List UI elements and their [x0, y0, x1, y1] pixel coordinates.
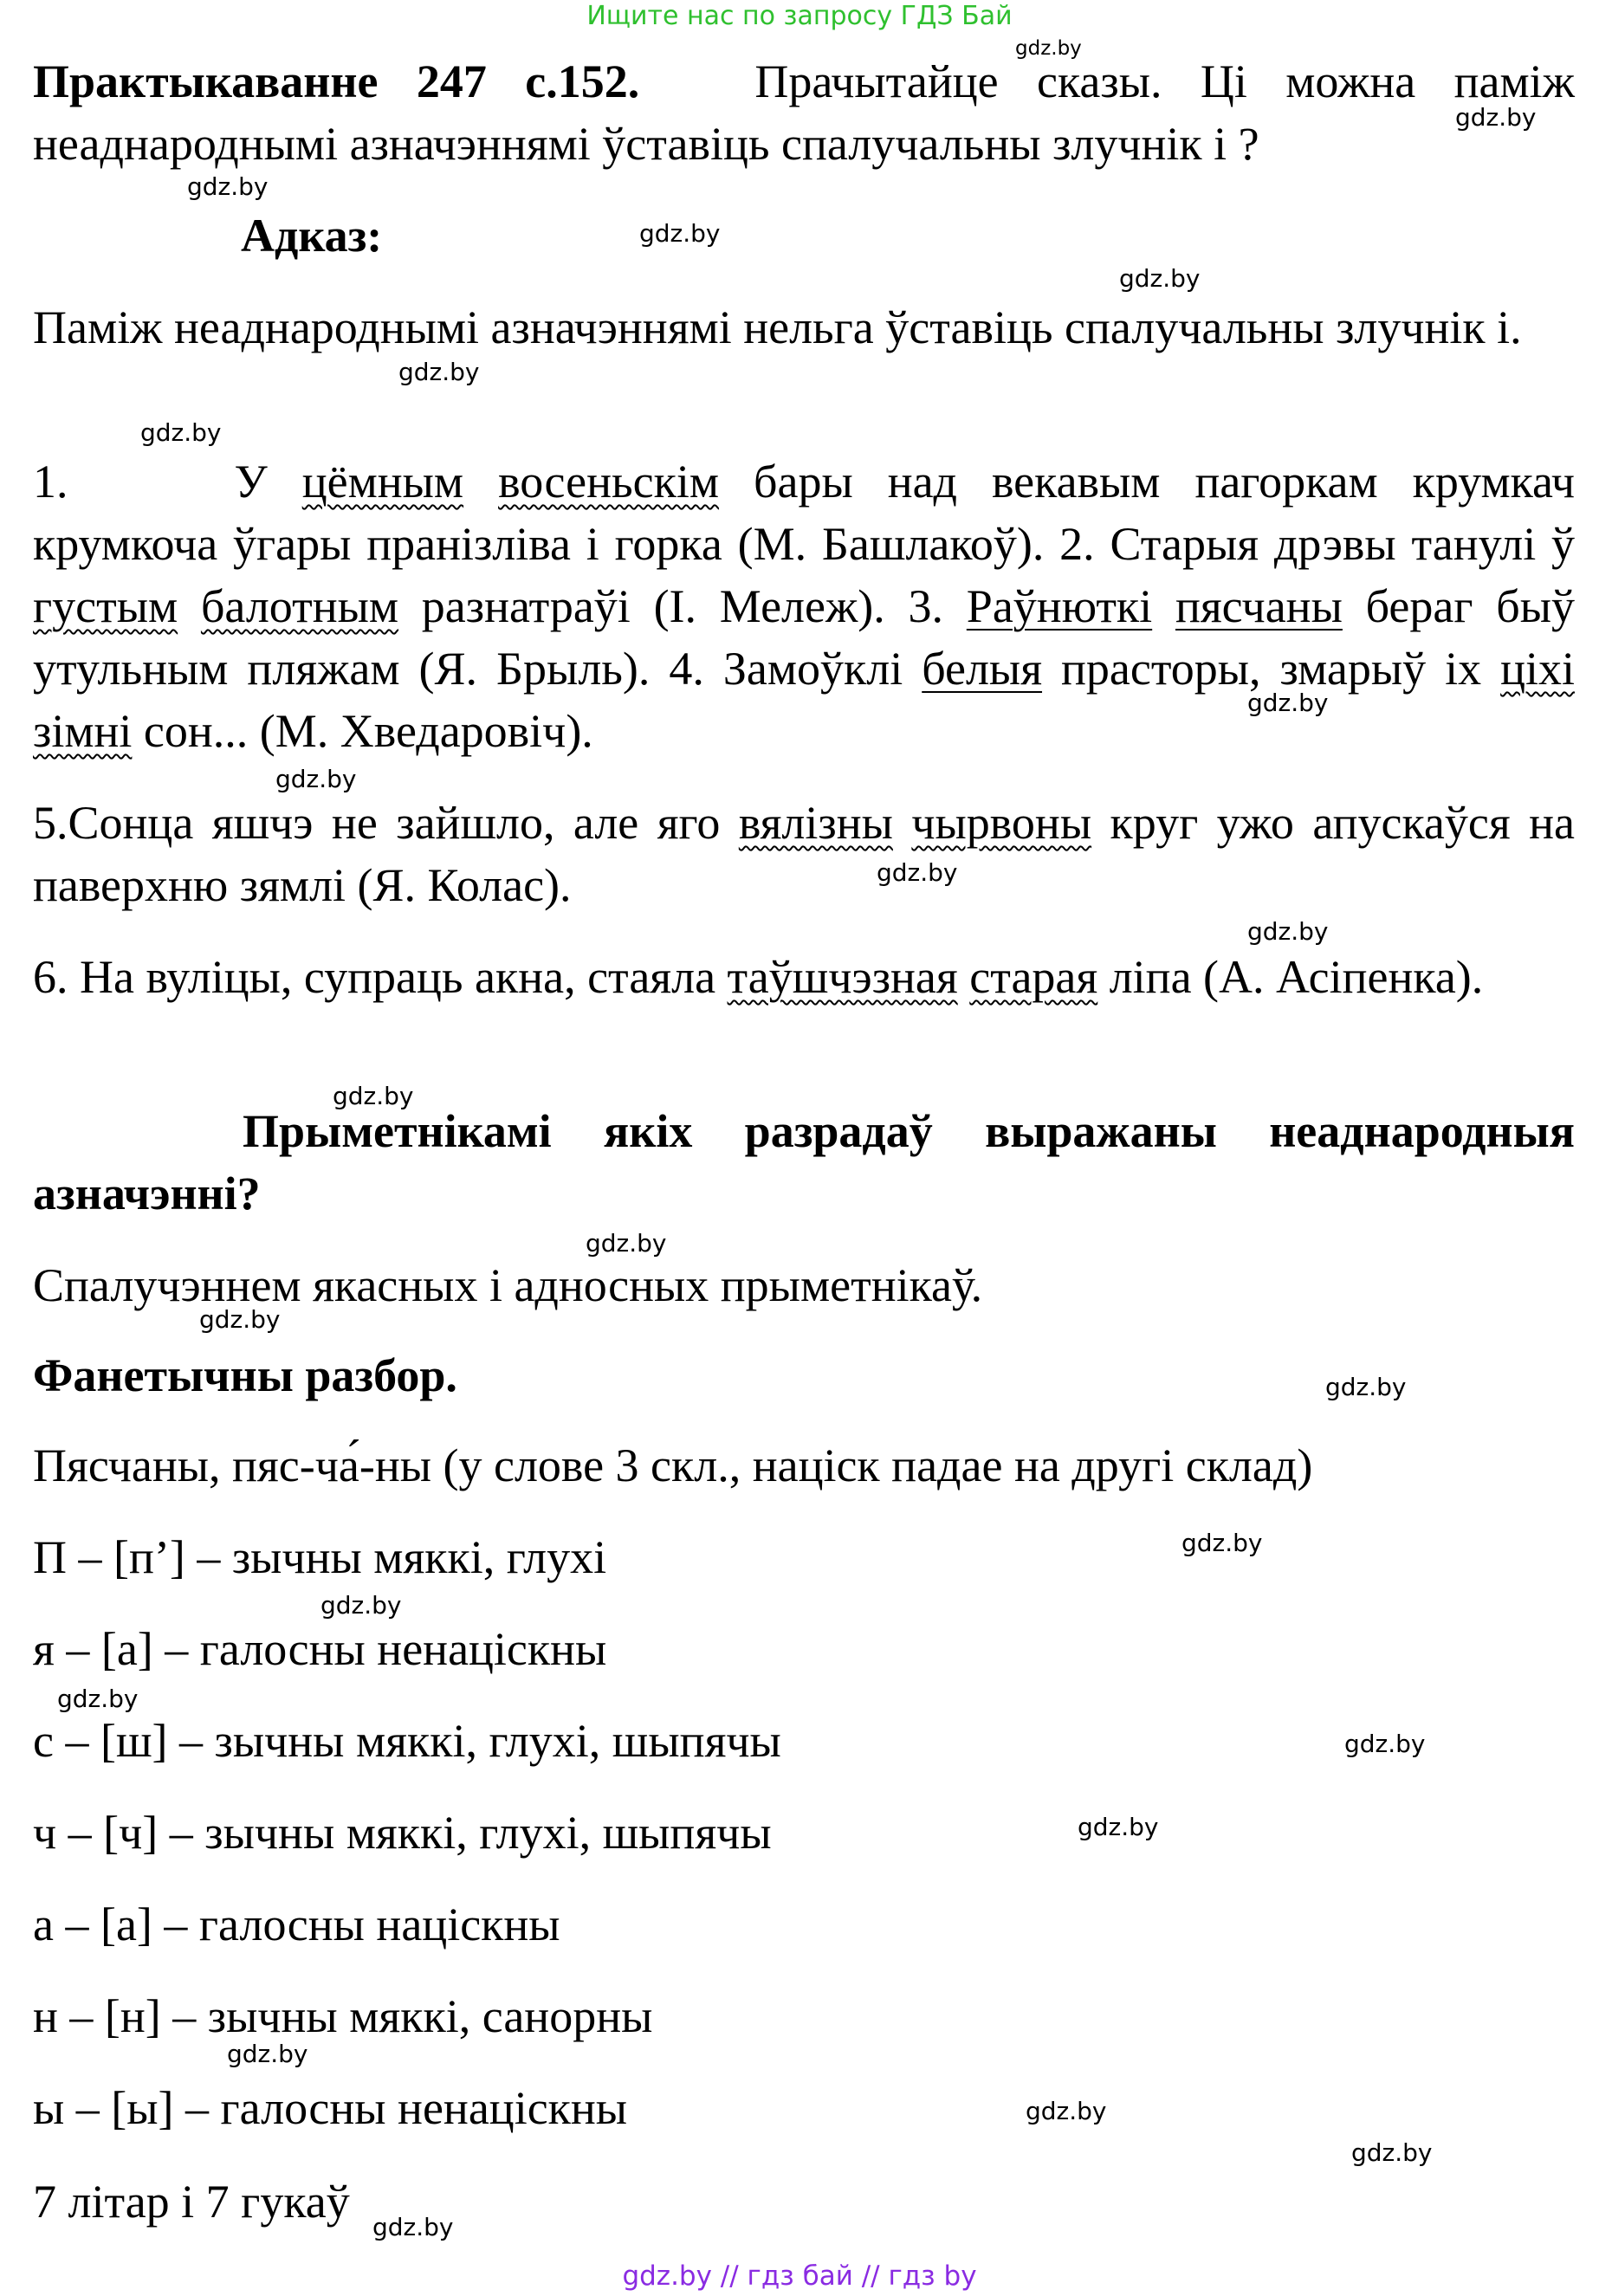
watermark: gdz.by [877, 858, 958, 887]
phonetic-row: а – [а] – галосны націскны [33, 1898, 560, 1950]
subject-attribute-word: пясчаны [1175, 580, 1343, 632]
exercise-task: Прачытайце сказы. Ці можна паміж неаднароднымі азначэннямі ўставіць спалучальны злучнік і ? [33, 55, 1575, 170]
sentence-number-1: 1. [33, 456, 68, 508]
attribute-word: цёмным [301, 456, 464, 508]
phonetic-row: П – [п’] – зычны мяккі, глухі [33, 1531, 607, 1583]
watermark: gdz.by [1247, 917, 1329, 946]
watermark: gdz.by [1351, 2138, 1433, 2167]
watermark: gdz.by [320, 1591, 402, 1620]
phonetic-row: ч – [ч] – зычны мяккі, глухі, шыпячы [33, 1807, 772, 1859]
attribute-word: зімні [33, 705, 133, 757]
watermark: gdz.by [1247, 689, 1329, 717]
watermark: gdz.by [187, 172, 269, 201]
answer-heading: Адказ: [241, 210, 383, 262]
phonetic-heading: Фанетычны разбор. [33, 1349, 457, 1401]
subject-attribute-word: белыя [922, 643, 1043, 695]
watermark: gdz.by [1015, 37, 1082, 60]
watermark: gdz.by [275, 765, 357, 793]
attribute-word: старая [969, 951, 1098, 1003]
watermark: gdz.by [1078, 1813, 1159, 1841]
attribute-word: балотным [200, 580, 399, 632]
watermark: gdz.by [1119, 264, 1201, 293]
question-heading: Прыметнікамі якіх разрадаў выражаны неаднародныя азначэнні? [33, 1105, 1575, 1219]
attribute-word: чырвоны [911, 797, 1092, 849]
watermark: gdz.by [227, 2040, 308, 2068]
attribute-word: восеньскім [498, 456, 720, 508]
watermark: gdz.by [1344, 1730, 1426, 1758]
exercise-title: Практыкаванне 247 с.152. [33, 55, 640, 107]
watermark: gdz.by [639, 219, 721, 248]
subject-attribute-word: Раўнюткі [966, 580, 1153, 632]
watermark: gdz.by [57, 1685, 139, 1713]
phonetic-word-line: Пясчаны, пяс-ча́-ны (у слове 3 скл., націск падае на другі склад) [33, 1439, 1313, 1491]
sentence-5: 5.Сонца яшчэ не зайшло, але яго вялізны чырвоны круг ужо апускаўся на паверхню зямлі (Я. Колас). [33, 797, 1575, 911]
footer-links[interactable]: gdz.by // гдз бай // гдз by [622, 2260, 977, 2292]
phonetic-row: с – [ш] – зычны мяккі, глухі, шыпячы [33, 1715, 781, 1767]
watermark: gdz.by [1325, 1373, 1407, 1401]
sentences-1-4: 1. У цёмным восеньскім бары над векавым пагоркам крумкач крумкоча ўгары пранізліва і горка (М. Башлакоў). 2. Старыя дрэвы танулі ў густым балотным разнатраўі (І. Мележ). 3. Раўнюткі пясчаны бераг быў утульным пляжам (Я. Брыль). 4. Замоўклі белыя прасторы, змарыў іх ціхі зімні сон... (М. Хведаровіч). [33, 456, 1576, 757]
watermark: gdz.by [398, 358, 480, 386]
watermark: gdz.by [372, 2213, 454, 2241]
exercise-statement [33, 50, 1575, 175]
watermark: gdz.by [1026, 2097, 1107, 2125]
attribute-word: вялізны [738, 797, 893, 849]
watermark: gdz.by [1181, 1529, 1263, 1557]
watermark: gdz.by [199, 1305, 281, 1334]
attribute-word: ціхі [1500, 643, 1576, 695]
question-answer: Спалучэннем якасных і адносных прыметнікаў. [33, 1259, 983, 1311]
watermark: gdz.by [1455, 103, 1537, 132]
sentence-6: 6. На вуліцы, супраць акна, стаяла таўшчэзная старая ліпа (А. Асіпенка). [33, 951, 1484, 1003]
promo-banner[interactable]: Ищите нас по запросу ГДЗ Бай [586, 1, 1013, 31]
answer-intro: Паміж неаднароднымі азначэннямі нельга ўставіць спалучальны злучнік і. [33, 301, 1522, 353]
phonetic-row: ы – [ы] – галосны ненаціскны [33, 2082, 628, 2134]
watermark: gdz.by [586, 1229, 667, 1258]
attribute-word: густым [33, 580, 178, 632]
phonetic-summary: 7 літар і 7 гукаў [33, 2176, 350, 2228]
phonetic-row: н – [н] – зычны мяккі, санорны [33, 1990, 653, 2042]
phonetic-row: я – [а] – галосны ненаціскны [33, 1623, 607, 1675]
watermark: gdz.by [333, 1082, 414, 1110]
attribute-word: таўшчэзная [727, 951, 958, 1003]
watermark: gdz.by [140, 418, 222, 447]
